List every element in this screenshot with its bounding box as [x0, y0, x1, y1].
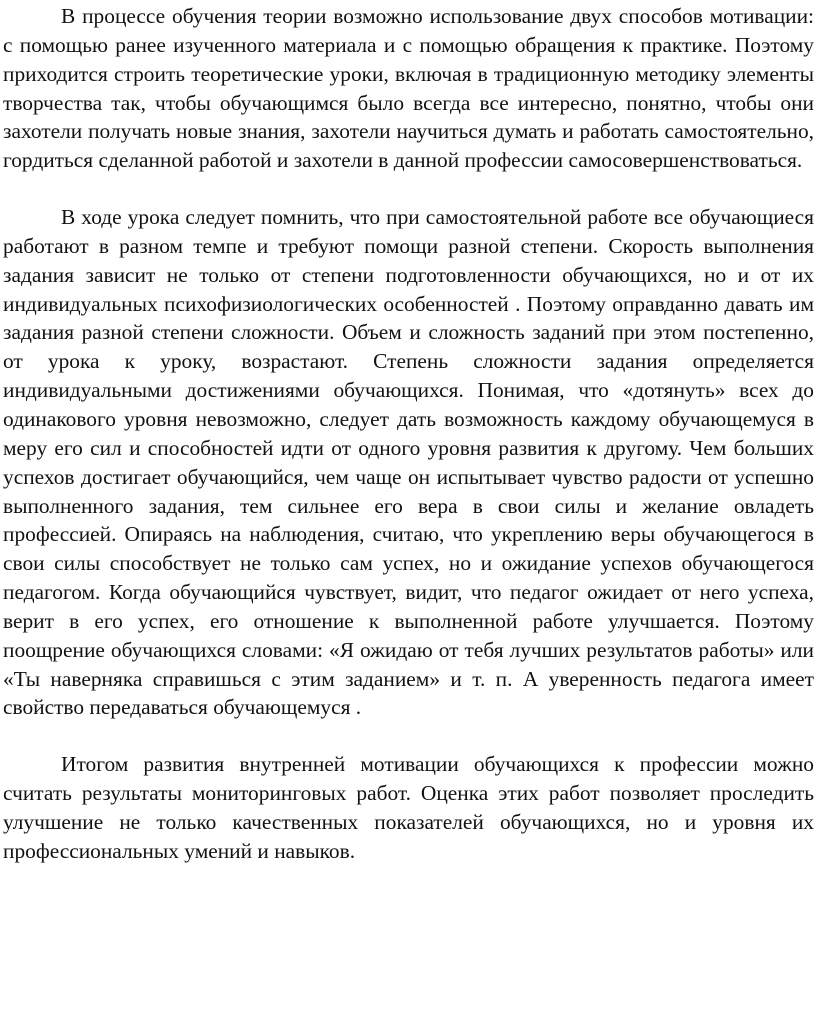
paragraph-monitoring-results: Итогом развития внутренней мотивации обучающихся к профессии можно считать результаты мониторинговых работ. Оценка этих работ позволяет проследить улучшение не только качественных показателей обучающихся, но и уровня их профессиональных умений и навыков. [3, 752, 814, 863]
paragraph-motivation-methods: В процессе обучения теории возможно использование двух способов мотивации: с помощью ранее изученного материала и с помощью обращения к практике. Поэтому приходится строить теоретические уроки, включая в традиционную методику элементы творчества так, чтобы обучающимся было всегда все интересно, понятно, чтобы они захотели получать новые знания, захотели научиться думать и работать самостоятельно, гордиться сделанной работой и захотели в данной профессии самосовершенствоваться. [3, 4, 814, 173]
paragraph-independent-work: В ходе урока следует помнить, что при самостоятельной работе все обучающиеся работают в разном темпе и требуют помощи разной степени. Скорость выполнения задания зависит не только от степени подготовленности обучающихся, но и от их индивидуальных психофизиологических особенностей . Поэтому оправданно давать им задания разной степени сложности. Объем и сложность заданий при этом постепенно, от урока к уроку, возрастают. Степень сложности задания определяется индивидуальными достижениями обучающихся. Понимая, что «дотянуть» всех до одинакового уровня невозможно, следует дать возможность каждому обучающемуся в меру его сил и способностей идти от одного уровня развития к другому. Чем больших успехов достигает обучающийся, чем чаще он испытывает чувство радости от успешно выполненного задания, тем сильнее его вера в свои силы и желание овладеть профессией. Опираясь на наблюдения, считаю, что укреплению веры обучающегося в свои силы способствует не только сам успех, но и ожидание успехов обучающегося педагогом. Когда обучающийся чувствует, видит, что педагог ожидает от него успеха, верит в его успех, его отношение к выполненной работе улучшается. Поэтому поощрение обучающихся словами: «Я ожидаю от тебя лучших результатов работы» или «Ты наверняка справишься с этим заданием» и т. п. А уверенность педагога имеет свойство передаваться обучающемуся . [3, 205, 814, 720]
